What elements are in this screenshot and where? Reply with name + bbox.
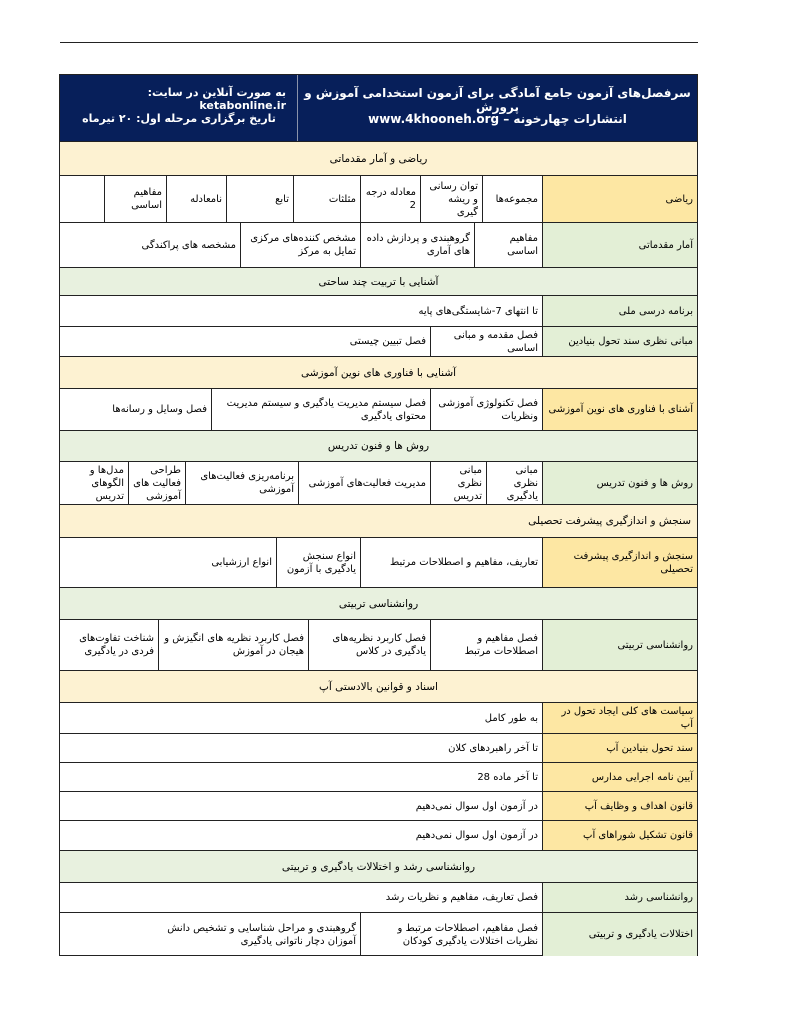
section-title: آشنایی با فناوری های نوین آموزشی	[300, 367, 457, 379]
row-cell: مجموعه‌ها	[482, 176, 542, 222]
row-cell: شناخت تفاوت‌های فردی در یادگیری	[79, 633, 154, 657]
row-label: سنجش و اندازگیری پیشرفت تحصیلی	[542, 538, 697, 587]
table-row	[60, 326, 697, 356]
table-row	[60, 820, 697, 850]
table-row	[60, 175, 697, 222]
row-cell: فصل کاربرد نظریه‌های یادگیری در کلاس	[308, 620, 430, 670]
section-row	[60, 356, 697, 388]
table-row	[60, 912, 697, 956]
row-label: برنامه درسی ملی	[542, 296, 697, 326]
row-cell: تا آخر راهبردهای کلان	[448, 742, 538, 754]
row-label: اختلالات یادگیری و تربیتی	[542, 913, 697, 956]
row-label: قانون تشکیل شوراهای آپ	[542, 821, 697, 850]
section-row	[60, 670, 697, 702]
row-label: ریاضی	[542, 176, 697, 222]
header-exam-date: تاریخ برگزاری مرحله اول: ۲۰ تیرماه	[82, 112, 276, 125]
row-cell: مفاهیم اساسی	[104, 176, 166, 222]
row-cell: فصل مفاهیم، اصطلاحات مرتبط و نظریات اختلالات یادگیری کودکان	[360, 913, 542, 956]
row-cell: فصل تکنولوژی آموزشی ونظریات	[430, 389, 542, 430]
row-label: مبانی نظری سند تحول بنیادین	[542, 327, 697, 356]
top-rule	[60, 42, 698, 43]
row-cell: مبانی نظری یادگیری	[486, 462, 542, 504]
row-cell: فصل تبیین چیستی	[349, 336, 426, 347]
table-row	[60, 882, 697, 912]
row-cell: مثلثات	[293, 176, 360, 222]
syllabus-table	[59, 74, 698, 956]
section-row	[60, 504, 697, 537]
section-title: ریاضی و آمار مقدماتی	[329, 153, 428, 165]
row-cell: مشخص کننده‌های مرکزی تمایل به مرکز	[240, 223, 360, 267]
header-title-block	[297, 75, 697, 141]
row-cell: تعاریف، مفاهیم و اصطلاحات مرتبط	[360, 538, 542, 587]
row-label: سیاست های کلی ایجاد تحول در آپ	[542, 703, 697, 733]
row-cell: تابع	[226, 176, 293, 222]
section-row	[60, 850, 697, 882]
section-title: روش ها و فنون تدریس	[327, 440, 430, 452]
section-row	[60, 141, 697, 175]
row-label: آمار مقدماتی	[542, 223, 697, 267]
row-cell: مشخصه های پراکندگی	[141, 239, 236, 251]
header-title: سرفصل‌های آزمون جامع آمادگی برای آزمون استخدامی آموزش و پرورش	[304, 86, 691, 114]
table-row	[60, 702, 697, 733]
table-row	[60, 461, 697, 504]
row-cell: معادله درجه 2	[360, 176, 420, 222]
section-title: آشنایی با تربیت چند ساحتی	[318, 276, 439, 288]
table-row	[60, 388, 697, 430]
row-label: آیین نامه اجرایی مدارس	[542, 763, 697, 791]
section-title: روانشناسی تربیتی	[338, 598, 419, 610]
row-cell: تا آخر ماده 28	[477, 771, 538, 783]
row-label: روانشناسی تربیتی	[542, 620, 697, 670]
table-row	[60, 619, 697, 670]
row-cell: توان رسانی و ریشه گیری	[420, 176, 482, 222]
row-cell: مدیریت فعالیت‌های آموزشی	[298, 462, 430, 504]
row-cell: طراحی فعالیت های آموزشی	[128, 462, 185, 504]
row-cell: فصل سیستم مدیریت یادگیری و سیستم مدیریت محتوای یادگیری	[211, 389, 430, 430]
row-cell: تا انتهای 7-شایستگی‌های پایه	[418, 305, 538, 317]
section-title: روانشناسی رشد و اختلالات یادگیری و تربیتی	[281, 861, 476, 873]
row-label: روانشناسی رشد	[542, 883, 697, 912]
table-row	[60, 222, 697, 267]
row-cell: به طور کامل	[484, 712, 538, 724]
section-row	[60, 430, 697, 461]
row-cell: انواع سنجش یادگیری با آزمون	[276, 538, 360, 587]
header-online-site: به صورت آنلاین در سایت: ketabonline.ir	[147, 86, 286, 112]
row-cell: انواع ارزشیابی	[211, 557, 272, 568]
section-title: اسناد و قوانین بالادستی آپ	[319, 681, 438, 693]
row-label: آشنای با فناوری های نوین آموزشی	[542, 389, 697, 430]
section-title: سنجش و اندازگیری پیشرفت تحصیلی	[528, 515, 691, 527]
row-cell: فصل وسایل و رسانه‌ها	[112, 404, 207, 415]
section-row	[60, 587, 697, 619]
row-cell: در آزمون اول سوال نمی‌دهیم	[415, 800, 538, 812]
row-cell: فصل تعاریف، مفاهیم و نظریات رشد	[385, 892, 538, 903]
row-cell: فصل مفاهیم و اصطلاحات مرتبط	[430, 620, 542, 670]
row-cell: مفاهیم اساسی	[474, 223, 542, 267]
table-row	[60, 295, 697, 326]
table-row	[60, 791, 697, 820]
header-info-block	[60, 75, 298, 141]
table-row	[60, 733, 697, 762]
header-banner	[60, 75, 697, 141]
header-publisher: انتشارات چهارخونه – www.4khooneh.org	[368, 112, 627, 126]
row-cell: برنامه‌ریزی فعالیت‌های آموزشی	[185, 462, 298, 504]
table-row	[60, 537, 697, 587]
row-cell: مدل‌ها و الگوهای تدریس	[89, 464, 124, 502]
row-cell: فصل کاربرد نظریه های انگیزش و هیجان در آموزش	[158, 620, 308, 670]
row-label: قانون اهداف و وظایف آپ	[542, 792, 697, 820]
row-label: سند تحول بنیادین آپ	[542, 734, 697, 762]
row-cell: مبانی نظری تدریس	[430, 462, 486, 504]
row-cell: فصل مقدمه و مبانی اساسی	[430, 327, 542, 356]
table-row	[60, 762, 697, 791]
row-cell: گروهبندی و مراحل شناسایی و تشخیص دانش آموزان دچار ناتوانی یادگیری	[167, 922, 356, 947]
section-row	[60, 267, 697, 295]
row-label: روش ها و فنون تدریس	[542, 462, 697, 504]
row-cell: نامعادله	[166, 176, 226, 222]
row-cell: در آزمون اول سوال نمی‌دهیم	[415, 830, 538, 841]
row-cell: گروهبندی و پردازش داده های آماری	[360, 223, 474, 267]
